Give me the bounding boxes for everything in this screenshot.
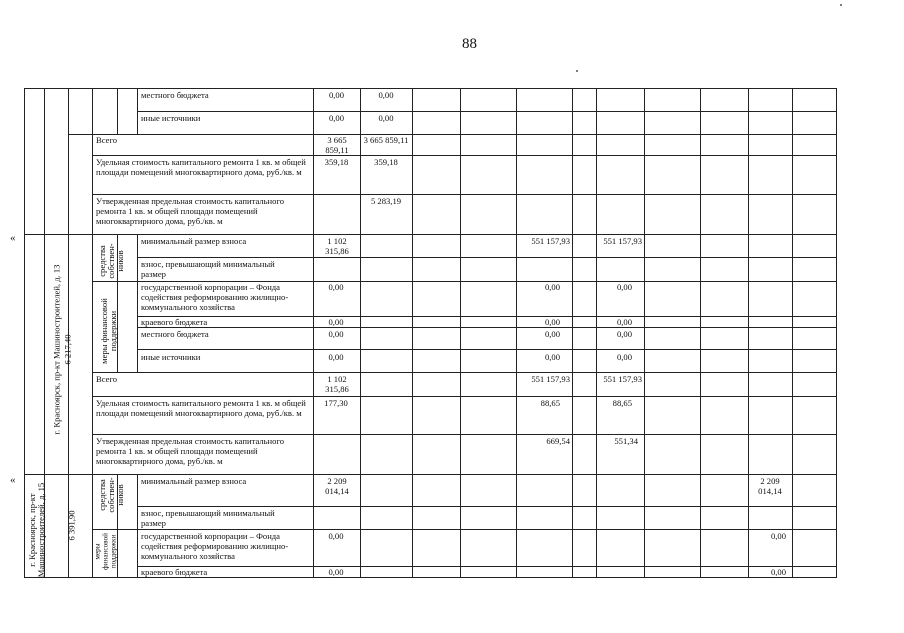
owner-funds-label: средства собствен-ников — [97, 243, 125, 279]
page-number: 88 — [462, 36, 477, 52]
value-cell: 0,00 — [328, 567, 344, 577]
value-cell: 88,65 — [612, 398, 632, 408]
label-state-corp: государственной корпорации – Фонда содействия реформированию жилищно-коммунального хозяйства — [141, 282, 289, 312]
label-total: Всего — [96, 135, 118, 145]
value-cell: 0,00 — [616, 317, 632, 327]
value-cell: 177,30 — [324, 398, 348, 408]
value-cell: 0,00 — [770, 531, 786, 541]
label-above-min: взнос, превышающий минимальный размер — [141, 259, 275, 279]
label-approved-limit: Утвержденная предельная стоимость капитального ремонта 1 кв. м общей площади помещений многоквартирного дома, руб./кв. м — [96, 196, 285, 226]
value-cell: 0,00 — [328, 329, 344, 339]
label-min-contribution: минимальный размер взноса — [141, 476, 247, 486]
label-local-budget: местного бюджета — [141, 90, 209, 100]
label-approved-limit: Утвержденная предельная стоимость капитального ремонта 1 кв. м общей площади помещений многоквартирного дома, руб./кв. м — [96, 436, 285, 466]
value-cell: 3 665 859,11 — [363, 135, 409, 145]
scan-speck — [576, 70, 578, 72]
value-cell: 5 283,19 — [370, 196, 402, 206]
label-other: иные источники — [141, 352, 201, 362]
value-cell: 0,00 — [328, 352, 344, 362]
label-regional: краевого бюджета — [141, 317, 208, 327]
value-cell: 359,18 — [324, 157, 349, 167]
address-label: г. Красноярск, пр-кт Машиностроителей, д. 15 — [27, 482, 46, 578]
value-cell: 551 157,93 — [531, 374, 570, 384]
support-measures-label: меры финансовой поддержки — [93, 533, 118, 570]
label-unit-cost: Удельная стоимость капитального ремонта 1 кв. м общей площади помещений многоквартирного дома, руб./кв. м — [96, 157, 306, 177]
value-cell: 2 209 014,14 — [325, 476, 349, 496]
value-cell: 551 157,93 — [603, 374, 642, 384]
value-cell: 0,00 — [328, 113, 345, 123]
area-value: 6 217,40 — [62, 334, 73, 365]
guillemet-mark: « — [10, 232, 16, 244]
owner-funds-label: средства собствен-ников — [97, 477, 125, 513]
value-cell: 0,00 — [544, 282, 560, 292]
value-cell: 0,00 — [616, 282, 632, 292]
value-cell: 88,65 — [540, 398, 560, 408]
value-cell: 2 209 014,14 — [758, 476, 782, 496]
value-cell: 551 157,93 — [603, 236, 642, 246]
address-label: г. Красноярск, пр-кт Машиностроителей, д. 13 — [51, 264, 62, 435]
value-cell: 0,00 — [616, 329, 632, 339]
label-regional: краевого бюджета — [141, 567, 208, 577]
value-cell: 359,18 — [374, 157, 398, 167]
label-min-contribution: минимальный размер взноса — [141, 236, 247, 246]
label-above-min: взнос, превышающий минимальный размер — [141, 508, 275, 528]
value-cell: 3 665 859,11 — [325, 135, 349, 155]
value-cell: 0,00 — [378, 113, 394, 123]
label-unit-cost: Удельная стоимость капитального ремонта 1 кв. м общей площади помещений многоквартирного дома, руб./кв. м — [96, 398, 306, 418]
guillemet-mark: « — [10, 474, 16, 486]
value-cell: 1 102 315,86 — [325, 236, 349, 256]
value-cell: 0,00 — [544, 329, 560, 339]
value-cell: 669,54 — [546, 436, 570, 446]
support-measures-label: меры финансовой поддержки — [99, 298, 118, 364]
label-state-corp: государственной корпорации – Фонда содействия реформированию жилищно-коммунального хозяйства — [141, 531, 289, 561]
area-value: 6 391,90 — [66, 510, 77, 541]
value-cell: 0,00 — [328, 531, 344, 541]
label-local: местного бюджета — [141, 329, 209, 339]
label-total: Всего — [96, 374, 118, 384]
label-other-sources: иные источники — [141, 113, 201, 123]
value-cell: 0,00 — [378, 90, 394, 100]
value-cell: 0,00 — [328, 317, 344, 327]
value-cell: 0,00 — [544, 352, 560, 362]
value-cell: 1 102 315,86 — [325, 374, 349, 394]
value-cell: 0,00 — [544, 317, 560, 327]
value-cell: 0,00 — [770, 567, 786, 577]
value-cell: 0,00 — [328, 90, 345, 100]
value-cell: 551 157,93 — [531, 236, 570, 246]
value-cell: 0,00 — [616, 352, 632, 362]
value-cell: 551,34 — [614, 436, 638, 446]
scan-speck — [840, 4, 842, 6]
value-cell: 0,00 — [328, 282, 344, 292]
